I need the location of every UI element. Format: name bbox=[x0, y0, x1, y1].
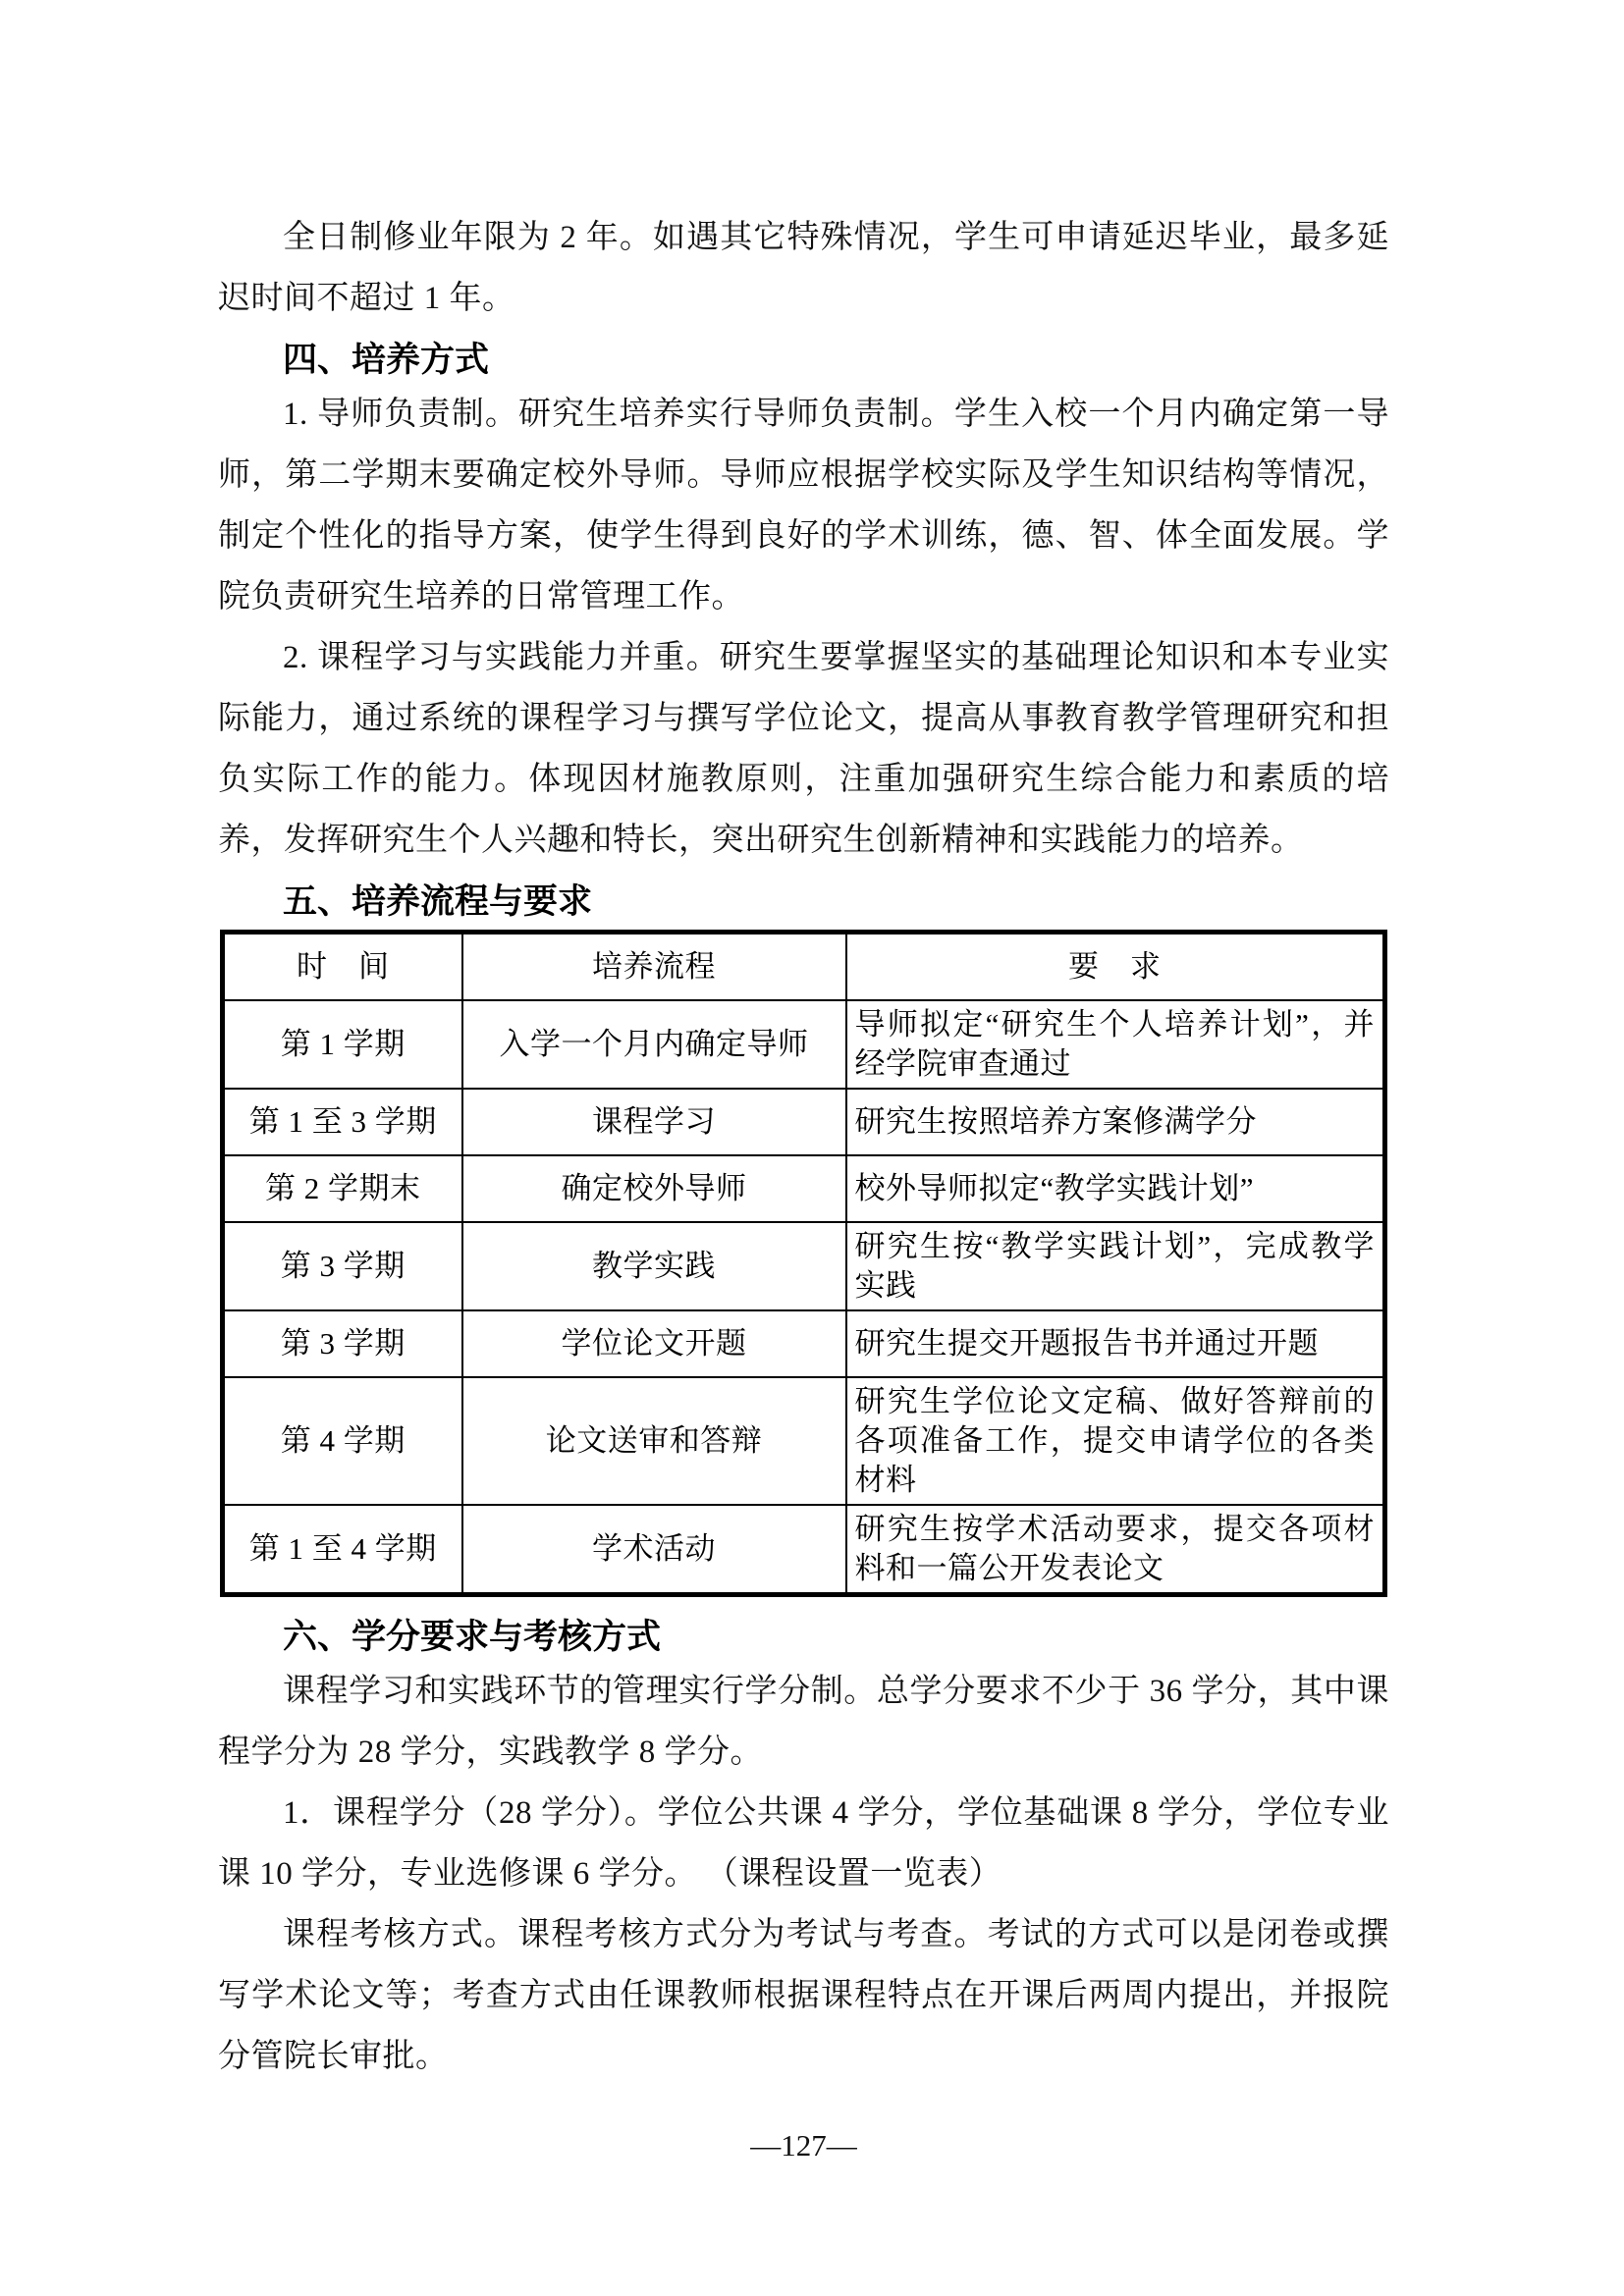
cell-requirement: 校外导师拟定“教学实践计划” bbox=[846, 1155, 1385, 1222]
cell-process: 学术活动 bbox=[462, 1505, 846, 1595]
cell-requirement: 研究生提交开题报告书并通过开题 bbox=[846, 1310, 1385, 1377]
cell-time: 第 3 学期 bbox=[223, 1222, 462, 1310]
table-row bbox=[223, 1000, 1385, 1089]
heading-section-6-credit-requirements: 六、学分要求与考核方式 bbox=[283, 1618, 662, 1656]
cell-process: 论文送审和答辩 bbox=[462, 1377, 846, 1505]
cell-process: 课程学习 bbox=[462, 1089, 846, 1155]
cell-process: 确定校外导师 bbox=[462, 1155, 846, 1222]
paragraph-credit-overview: 课程学习和实践环节的管理实行学分制。总学分要求不少于 36 学分，其中课程学分为 28 学分，实践教学 8 学分。 bbox=[218, 1674, 1389, 1770]
table-row bbox=[223, 1155, 1385, 1222]
paragraph-study-duration: 全日制修业年限为 2 年。如遇其它特殊情况，学生可申请延迟毕业，最多延迟时间不超过 1 年。 bbox=[218, 220, 1389, 316]
table-header-row bbox=[223, 933, 1385, 1001]
paragraph-course-and-practice: 2. 课程学习与实践能力并重。研究生要掌握坚实的基础理论知识和本专业实际能力，通过系统的课程学习与撰写学位论文，提高从事教育教学管理研究和担负实际工作的能力。体现因材施教原则，注重加强研究生综合能力和素质的培养，发挥研究生个人兴趣和特长，突出研究生创新精神和实践能力的培养。 bbox=[218, 640, 1389, 858]
training-process-table bbox=[220, 930, 1387, 1597]
cell-process: 教学实践 bbox=[462, 1222, 846, 1310]
cell-requirement: 研究生学位论文定稿、做好答辩前的各项准备工作，提交申请学位的各类材料 bbox=[846, 1377, 1385, 1505]
table-row bbox=[223, 1377, 1385, 1505]
cell-process: 入学一个月内确定导师 bbox=[462, 1000, 846, 1089]
cell-time: 第 3 学期 bbox=[223, 1310, 462, 1377]
paragraph-mentor-responsibility: 1. 导师负责制。研究生培养实行导师负责制。学生入校一个月内确定第一导师，第二学期末要确定校外导师。导师应根据学校实际及学生知识结构等情况，制定个性化的指导方案，使学生得到良好的学术训练，德、智、体全面发展。学院负责研究生培养的日常管理工作。 bbox=[218, 397, 1389, 614]
column-header-requirement: 要 求 bbox=[846, 933, 1385, 1001]
column-header-time: 时 间 bbox=[223, 933, 462, 1001]
table-row bbox=[223, 1089, 1385, 1155]
cell-requirement: 研究生按学术活动要求，提交各项材料和一篇公开发表论文 bbox=[846, 1505, 1385, 1595]
table-row bbox=[223, 1222, 1385, 1310]
table-row bbox=[223, 1505, 1385, 1595]
cell-requirement: 导师拟定“研究生个人培养计划”，并经学院审查通过 bbox=[846, 1000, 1385, 1089]
table-row bbox=[223, 1310, 1385, 1377]
cell-time: 第 1 至 3 学期 bbox=[223, 1089, 462, 1155]
heading-section-5-training-process: 五、培养流程与要求 bbox=[283, 882, 593, 921]
paragraph-assessment-method: 课程考核方式。课程考核方式分为考试与考查。考试的方式可以是闭卷或撰写学术论文等；考查方式由任课教师根据课程特点在开课后两周内提出，并报院分管院长审批。 bbox=[218, 1917, 1389, 2074]
heading-section-4-training-method: 四、培养方式 bbox=[283, 341, 490, 379]
cell-requirement: 研究生按“教学实践计划”，完成教学实践 bbox=[846, 1222, 1385, 1310]
page-number: —127— bbox=[750, 2128, 857, 2163]
cell-time: 第 1 学期 bbox=[223, 1000, 462, 1089]
cell-requirement: 研究生按照培养方案修满学分 bbox=[846, 1089, 1385, 1155]
paragraph-course-credits: 1．课程学分（28 学分）。学位公共课 4 学分，学位基础课 8 学分，学位专业课 10 学分，专业选修课 6 学分。 （课程设置一览表） bbox=[218, 1795, 1389, 1892]
cell-time: 第 1 至 4 学期 bbox=[223, 1505, 462, 1595]
cell-process: 学位论文开题 bbox=[462, 1310, 846, 1377]
cell-time: 第 2 学期末 bbox=[223, 1155, 462, 1222]
cell-time: 第 4 学期 bbox=[223, 1377, 462, 1505]
column-header-process: 培养流程 bbox=[462, 933, 846, 1001]
